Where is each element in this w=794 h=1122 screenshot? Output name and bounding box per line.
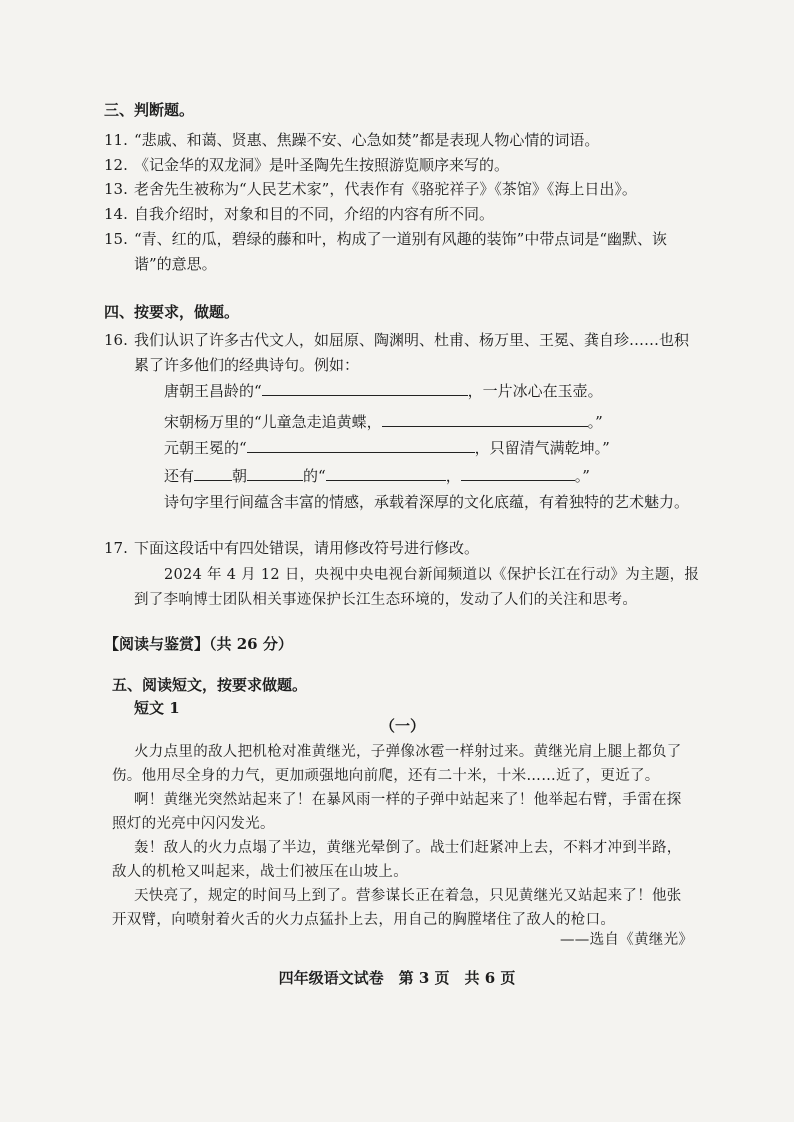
question-number: 11. — [104, 131, 128, 149]
poem-fill-2 — [164, 412, 603, 432]
question-12 — [104, 155, 509, 175]
poem-fill-3 — [164, 438, 610, 458]
question-16-conclusion: 诗句字里行间蕴含丰富的情感，承载着深厚的文化底蕴，有着独特的艺术魅力。 — [164, 493, 690, 511]
question-text: “悲戚、和蔼、贤惠、焦躁不安、心急如焚”都是表现人物心情的词语。 — [134, 131, 600, 149]
fill-text: 。” — [574, 467, 590, 485]
question-text: 下面这段话中有四处错误，请用修改符号进行修改。 — [134, 539, 480, 557]
question-number: 15. — [104, 230, 128, 248]
section4-title: 四、按要求，做题。 — [104, 303, 240, 321]
question-number: 14. — [104, 205, 128, 223]
question-17-passage-line1: 2024 年 4 月 12 日，央视中央电视台新闻频道以《保护长江在行动》为主题，报 — [164, 567, 700, 583]
question-16 — [104, 330, 689, 350]
poem-fill-prefix: 唐朝王昌龄的“ — [164, 382, 262, 400]
poem-fill-suffix: 。” — [587, 413, 603, 431]
answer-blank[interactable] — [326, 466, 446, 481]
question-17-passage-line2: 到了李响博士团队相关事迹保护长江生态环境的，发动了人们的关注和思考。 — [134, 592, 638, 608]
fill-text: 朝 — [232, 467, 248, 485]
question-13 — [104, 179, 637, 199]
question-text: “青、红的瓜，碧绿的藤和叶，构成了一道别有风趣的装饰”中带点词是“幽默、诙 — [134, 230, 668, 248]
answer-blank[interactable] — [194, 466, 232, 481]
poem-fill-suffix: ，一片冰心在玉壶。 — [467, 382, 603, 400]
page-footer: 四年级语文试卷 第 3 页 共 6 页 — [278, 969, 516, 987]
answer-blank[interactable] — [247, 466, 303, 481]
answer-blank[interactable] — [247, 438, 475, 453]
passage-line: 伤。他用尽全身的力气，更加顽强地向前爬，还有二十米，十米……近了，更近了。 — [112, 768, 660, 784]
poem-fill-1 — [164, 381, 603, 401]
question-number: 13. — [104, 180, 128, 198]
passage-line: 啊！黄继光突然站起来了！在暴风雨一样的子弹中站起来了！他举起右臂，手雷在探 — [134, 792, 682, 808]
passage-label: 短文 1 — [134, 699, 180, 717]
question-16-line2: 累了许多他们的经典诗句。例如： — [134, 356, 360, 374]
poem-fill-4 — [164, 466, 590, 486]
question-11 — [104, 130, 599, 150]
passage-source: ——选自《黄继光》 — [560, 932, 694, 948]
section5-title: 五、阅读短文，按要求做题。 — [112, 676, 308, 694]
question-number: 12. — [104, 156, 128, 174]
question-15-continued: 谐”的意思。 — [134, 255, 217, 273]
question-text: 自我介绍时，对象和目的不同，介绍的内容有所不同。 — [134, 205, 495, 223]
fill-text: ， — [445, 467, 461, 485]
question-15 — [104, 229, 667, 249]
passage-line: 轰！敌人的火力点塌了半边，黄继光晕倒了。战士们赶紧冲上去，不料才冲到半路， — [134, 840, 682, 856]
question-text: 我们认识了许多古代文人，如屈原、陶渊明、杜甫、杨万里、王冕、龚自珍……也积 — [134, 331, 690, 349]
passage-line: 开双臂，向喷射着火舌的火力点猛扑上去，用自己的胸膛堵住了敌人的枪口。 — [112, 912, 616, 928]
passage-line: 火力点里的敌人把机枪对准黄继光，子弹像冰雹一样射过来。黄继光肩上腿上都负了 — [134, 744, 682, 760]
passage-line: 敌人的机枪又叫起来，战士们被压在山坡上。 — [112, 864, 408, 880]
passage-line: 照灯的光亮中闪闪发光。 — [112, 816, 275, 832]
poem-fill-prefix: 元朝王冕的“ — [164, 439, 247, 457]
answer-blank[interactable] — [382, 412, 588, 427]
part-title: （一） — [380, 717, 426, 735]
passage-line: 天快亮了，规定的时间马上到了。营参谋长正在着急，只见黄继光又站起来了！他张 — [134, 888, 682, 904]
question-17 — [104, 538, 479, 558]
fill-text: 的“ — [303, 467, 326, 485]
poem-fill-suffix: ，只留清气满乾坤。” — [474, 439, 610, 457]
answer-blank[interactable] — [262, 381, 468, 396]
answer-blank[interactable] — [461, 466, 575, 481]
poem-fill-prefix: 宋朝杨万里的“儿童急走追黄蝶， — [164, 413, 382, 431]
fill-text: 还有 — [164, 467, 195, 485]
section3-title: 三、判断题。 — [104, 101, 195, 119]
question-number: 17. — [104, 539, 128, 557]
question-14 — [104, 204, 494, 224]
question-text: 《记金华的双龙洞》是叶圣陶先生按照游览顺序来写的。 — [134, 156, 510, 174]
reading-header: 【阅读与鉴赏】（共 26 分） — [104, 635, 293, 653]
question-number: 16. — [104, 331, 128, 349]
question-text: 老舍先生被称为“人民艺术家”，代表作有《骆驼祥子》《茶馆》《海上日出》。 — [134, 180, 637, 198]
